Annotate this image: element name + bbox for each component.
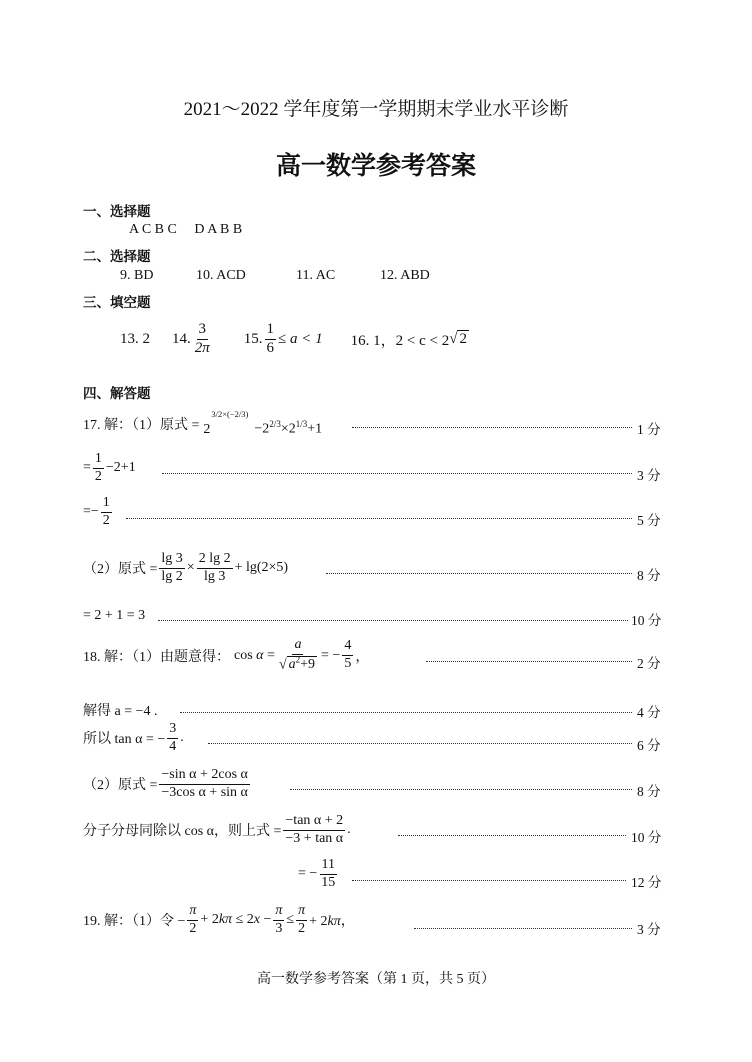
q18-l5-leader: [398, 835, 626, 836]
q19-line-1: 19. 解：（1）令 − $\frac{\pi}{2}$ + 2kπ ≤ 2x − $\frac{\pi}{3}$ ≤ $\frac{\pi}{2}$ + 2kπ，: [83, 903, 355, 936]
q18-l4-den: −3cos α + sin α: [161, 784, 248, 800]
sqrt-symbol: √: [449, 330, 458, 347]
q18-line-1: 18. 解：（1）由题意得： cos α = $\frac{a}{√ a^2+9}$ = − $\frac{4}{5}$ ，: [83, 637, 370, 673]
q18-l2-leader: [180, 712, 632, 713]
q17-line-5: = 2 + 1 = 3: [83, 608, 146, 623]
fill-q16: 16. 1，2 < c < 2: [350, 332, 450, 349]
fill-q14-fraction: [193, 322, 212, 357]
q19-l1-score: 3 分: [637, 922, 661, 937]
q18-line-5: 分子分母同除以 cos α，则上式 = $\frac{\text{−tan α + 2}}{\text{−3 + tan α}}$ .: [83, 813, 351, 846]
q17-l4-leader: [326, 573, 632, 574]
fill-q13: 13. 2: [120, 330, 150, 347]
q18-l5-prefix: 分子分母同除以 cos α，则上式 =: [83, 824, 282, 840]
choice-answers: A C B C D A B B: [129, 222, 243, 237]
q17-l4-prefix: （2）原式 =: [83, 562, 158, 578]
fill-q14-den: 2π: [194, 339, 210, 356]
q19-l1-prefix: 19. 解：（1）令 −: [83, 914, 186, 930]
q18-l3-leader: [208, 743, 632, 744]
q18-l3-score: 6 分: [637, 738, 661, 753]
q18-l4-prefix: （2）原式 =: [83, 778, 158, 794]
q18-l6-leader: [352, 880, 626, 881]
multi-answer-11: 11. AC: [296, 268, 336, 283]
q18-line-6: = − $\frac{11}{15}$: [298, 857, 336, 890]
multi-answer-10: 10. ACD: [196, 268, 246, 283]
fill-q15-fraction: [265, 322, 277, 357]
page-title: 高一数学参考答案: [275, 151, 476, 180]
q18-l5-den: −3 + tan α: [285, 830, 344, 846]
multi-answer-9: 9. BD: [120, 268, 154, 283]
q17-l1-score: 1 分: [637, 422, 661, 437]
q17-line-4: （2）原式 = $\frac{\lg 3}{\lg 2}$ × $\frac{2 \lg 2}{\lg 3}$ + lg(2×5): [83, 551, 289, 584]
q18-line-3: 所以 tan α = − $\frac{3}{4}$ .: [83, 721, 184, 754]
section-heading-multi-choice: 二、选择题: [83, 249, 151, 265]
q17-l1-prefix: 17. 解：（1）原式 =: [83, 418, 200, 433]
q17-l2-score: 3 分: [637, 468, 661, 483]
fill-q16-sqrt: 2: [459, 331, 467, 348]
q18-l6-num: 11: [320, 858, 337, 875]
section-heading-fill: 三、填空题: [83, 295, 151, 311]
page-footer: 高一数学参考答案（第 1 页，共 5 页）: [257, 972, 495, 987]
q18-l5-score: 10 分: [631, 830, 662, 845]
q18-l5-num: −tan α + 2: [283, 814, 345, 831]
fill-q15-den: 6: [266, 339, 275, 356]
q18-l4-leader: [290, 789, 632, 790]
q18-l4-score: 8 分: [637, 784, 661, 799]
q18-l1-score: 2 分: [637, 656, 661, 671]
q17-l4-score: 8 分: [637, 568, 661, 583]
q18-l1-leader: [426, 661, 632, 662]
q18-line-2: 解得 a = −4 .: [83, 704, 158, 719]
fill-q15-label: 15.: [243, 330, 263, 347]
q17-l5-leader: [158, 620, 628, 621]
q18-l4-num: −sin α + 2cos α: [159, 768, 249, 785]
fill-q15-num: 1: [265, 322, 277, 340]
section-heading-solutions: 四、解答题: [83, 386, 151, 402]
q18-l3-prefix: 所以 tan α = −: [83, 732, 166, 748]
q17-line-1: [83, 409, 323, 437]
q18-line-4: [83, 768, 252, 800]
section-heading-choice: 一、选择题: [83, 204, 151, 220]
q17-line-2: = $\frac{1}{2}$ −2+1: [83, 451, 136, 484]
q17-line-3: =− $\frac{1}{2}$: [83, 495, 110, 528]
q17-l3-leader: [126, 518, 632, 519]
q17-l1-leader: [352, 427, 632, 428]
q17-l5-score: 10 分: [631, 613, 662, 628]
q18-l1-prefix: 18. 解：（1）由题意得：: [83, 649, 230, 665]
q19-l1-leader: [414, 928, 632, 929]
fill-q14-num: 3: [197, 322, 209, 340]
q18-l6-score: 12 分: [631, 875, 662, 890]
q17-l2-leader: [162, 473, 632, 474]
q17-l3-score: 5 分: [637, 513, 661, 528]
fill-q15-range: ≤ a < 1: [278, 330, 323, 347]
q18-l6-den: 15: [321, 874, 336, 890]
multi-answer-12: 12. ABD: [380, 268, 430, 283]
q17-l1-formula: 2 3/2×(−2/3) $-2^{2/3}\times 2^{1/3}+1$: [203, 409, 323, 437]
fill-answers: [120, 322, 469, 357]
exam-subtitle: 2021～2022 学年度第一学期期末学业水平诊断: [183, 99, 569, 120]
q18-l2-score: 4 分: [637, 705, 661, 720]
fill-q14-label: 14.: [172, 330, 191, 347]
